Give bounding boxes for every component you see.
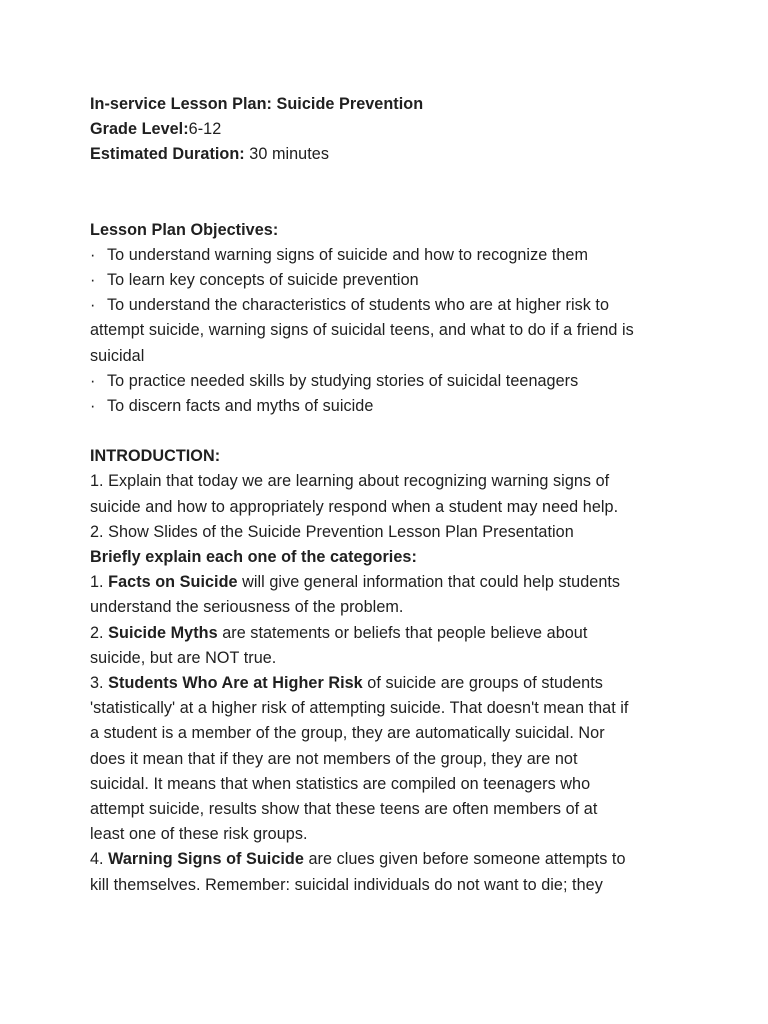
spacer	[90, 168, 690, 218]
objective-item	[90, 268, 690, 293]
category-item-facts	[90, 570, 690, 595]
category-continuation: suicide, but are NOT true.	[90, 648, 277, 667]
category-text: of suicide are groups of students	[362, 674, 603, 693]
document-body	[90, 92, 690, 898]
category-continuation: kill themselves. Remember: suicidal individuals do not want to die; they	[90, 875, 603, 894]
category-number: 4.	[90, 850, 109, 869]
category-number: 2.	[90, 623, 109, 642]
duration-label: Estimated Duration:	[90, 145, 245, 164]
objective-text: To practice needed skills by studying stories of suicidal teenagers	[107, 371, 579, 390]
category-text: are statements or beliefs that people believe about	[217, 623, 588, 642]
category-continuation: does it mean that if they are not members of the group, they are not	[90, 749, 578, 768]
objective-continuation: attempt suicide, warning signs of suicidal teens, and what to do if a friend is	[90, 321, 634, 340]
document-title: In-service Lesson Plan: Suicide Prevention	[90, 95, 424, 113]
category-continuation: understand the seriousness of the problem.	[90, 598, 404, 617]
category-term: Warning Signs of Suicide	[108, 850, 304, 869]
spacer	[90, 419, 690, 444]
bullet-icon: ·	[90, 296, 96, 315]
category-continuation: 'statistically' at a higher risk of attempting suicide. That doesn't mean that if	[90, 699, 629, 718]
objective-text: To understand warning signs of suicide and how to recognize them	[107, 245, 589, 264]
category-continuation: suicidal. It means that when statistics are compiled on teenagers who	[90, 774, 591, 793]
grade-level-line	[90, 117, 690, 142]
category-term: Suicide Myths	[108, 623, 218, 642]
category-number: 1.	[90, 573, 109, 592]
category-item-higher-risk	[90, 671, 690, 696]
category-continuation: a student is a member of the group, they are automatically suicidal. Nor	[90, 724, 605, 743]
category-term: Facts on Suicide	[108, 573, 238, 592]
grade-level-label: Grade Level:	[90, 120, 189, 139]
bullet-icon: ·	[90, 271, 96, 290]
bullet-icon: ·	[90, 371, 96, 390]
bullet-icon: ·	[90, 245, 96, 264]
objective-item	[90, 394, 690, 419]
category-number: 3.	[90, 674, 109, 693]
objective-text: To learn key concepts of suicide prevention	[107, 271, 419, 290]
category-continuation: attempt suicide, results show that these teens are often members of at	[90, 800, 598, 819]
category-item-warning-signs	[90, 847, 690, 872]
bullet-icon: ·	[90, 397, 96, 416]
duration-line	[90, 142, 690, 167]
objective-item	[90, 293, 690, 318]
introduction-heading: INTRODUCTION:	[90, 447, 221, 466]
duration-value: 30 minutes	[244, 145, 329, 164]
category-continuation: least one of these risk groups.	[90, 825, 308, 844]
objective-item	[90, 369, 690, 394]
objective-text: To discern facts and myths of suicide	[107, 397, 374, 416]
objective-item	[90, 243, 690, 268]
grade-level-value: 6-12	[188, 120, 222, 139]
objective-continuation: suicidal	[90, 346, 145, 365]
intro-step-1-line: 1. Explain that today we are learning about recognizing warning signs of	[90, 472, 610, 491]
category-text: are clues given before someone attempts to	[303, 850, 626, 869]
intro-step-2: 2. Show Slides of the Suicide Prevention Lesson Plan Presentation	[90, 522, 574, 541]
objective-text: To understand the characteristics of students who are at higher risk to	[107, 296, 610, 315]
category-term: Students Who Are at Higher Risk	[108, 674, 363, 693]
categories-heading: Briefly explain each one of the categories:	[90, 548, 417, 567]
intro-step-1-line: suicide and how to appropriately respond when a student may need help.	[90, 497, 619, 516]
objectives-heading: Lesson Plan Objectives:	[90, 220, 279, 239]
category-text: will give general information that could help students	[237, 573, 621, 592]
category-item-myths	[90, 621, 690, 646]
